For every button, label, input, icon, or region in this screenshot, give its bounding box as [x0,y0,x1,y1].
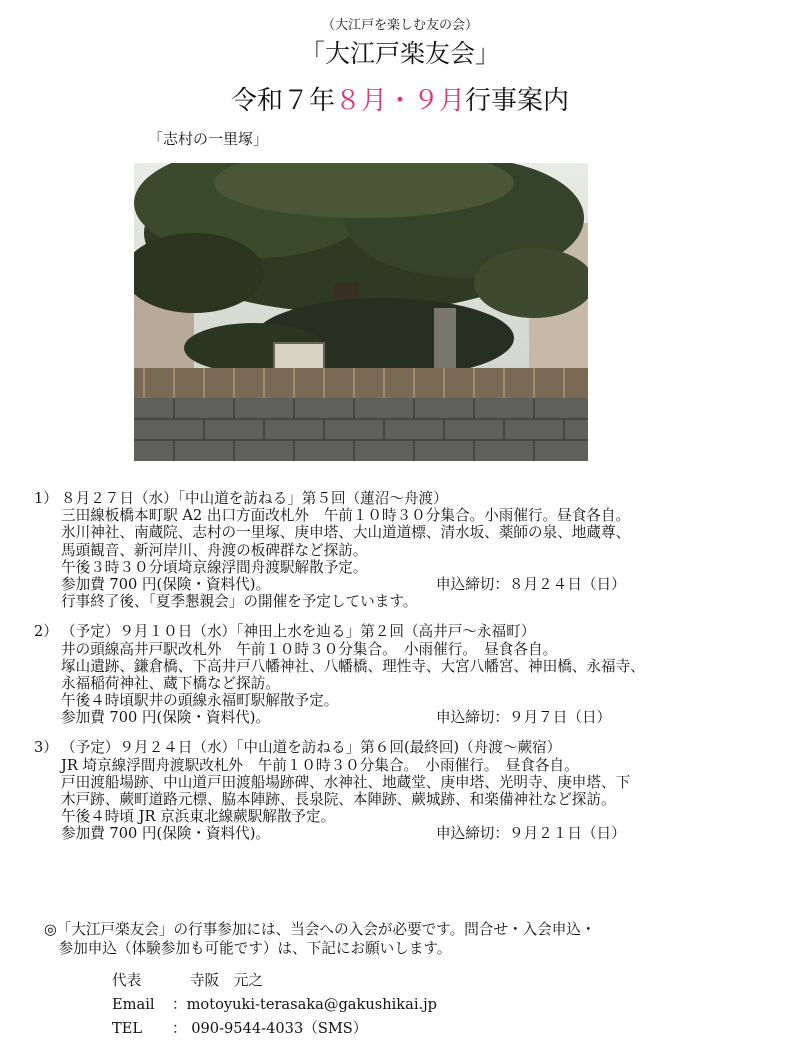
ichirizuka-photo [134,163,588,461]
event-detail: 永福稲荷神社、蔵下橋など探訪。 [61,674,280,692]
heading-separator: ・ [386,86,413,116]
event-number: 1） [34,490,58,507]
event-detail: 塚山遺跡、鎌倉橋、下高井戸八幡神社、八幡橋、理性寺、大宮八幡宮、神田橋、永福寺、 [61,657,645,675]
event-detail: JR 埼京線浮間舟渡駅改札外 午前１０時３０分集合。 小雨催行。 昼食各自。 [61,756,579,774]
event-number: 2） [34,623,58,641]
event-item [34,739,794,842]
page-heading [0,80,800,117]
event-item [34,623,794,726]
event-deadline: 申込締切：９月７日（日） [436,709,612,727]
heading-suffix: 行事案内 [465,86,570,116]
email-address[interactable]: ：motoyuki-terasaka@gakushikai.jp [172,996,438,1013]
event-detail: 午後４時頃 JR 京浜東北線蕨駅解散予定。 [61,808,336,826]
event-fee: 参加費 700 円(保険・資料代)。 [61,575,271,593]
heading-month-september: ９月 [413,86,466,116]
event-detail: 午後３時３０分頃埼京線浮間舟渡駅解散予定。 [61,558,368,576]
heading-month-august: ８月 [334,86,387,116]
representative-label: 代表 [112,972,142,989]
event-deadline: 申込締切：８月２４日（日） [436,575,626,593]
event-detail: 午後４時頃駅井の頭線永福町駅解散予定。 [61,692,339,710]
heading-prefix: 令和７年 [230,86,335,116]
representative-name: 寺阪 元之 [190,972,263,989]
phone-label: TEL [112,1020,143,1037]
photo-illustration [134,163,588,461]
event-detail: 氷川神社、南蔵院、志村の一里塚、庚申塔、大山道道標、清水坂、薬師の泉、地蔵尊、 [61,524,631,542]
membership-notice [44,920,596,958]
email-row [112,993,437,1017]
event-detail: 戸田渡船場跡、中山道戸田渡船場跡碑、水神社、地蔵堂、庚申塔、光明寺、庚申塔、下 [61,773,631,791]
event-fee: 参加費 700 円(保険・資料代)。 [61,709,271,727]
event-extra-note: 行事終了後、「夏季懇親会」の開催を予定しています。 [61,593,418,611]
phone-number[interactable]: ： 090-9544-4033（SMS） [172,1020,368,1037]
photo-caption: 「志村の一里塚」 [148,130,269,148]
event-title: ８月２７日（水）「中山道を訪ねる」第５回（蓮沼～舟渡） [61,490,448,507]
event-detail: 三田線板橋本町駅 A2 出口方面改札外 午前１０時３０分集合。小雨催行。昼食各自。 [61,507,631,525]
event-detail: 井の頭線高井戸駅改札外 午前１０時３０分集合。 小雨催行。 昼食各自。 [61,640,558,658]
event-number: 3） [34,739,58,757]
organization-subtitle: （大江戸を楽しむ友の会） [321,18,478,33]
email-label: Email [112,996,155,1013]
representative-row [112,969,437,993]
event-title: （予定）９月２４日（水）「中山道を訪ねる」第６回(最終回)（舟渡～蕨宿） [61,739,562,757]
event-deadline: 申込締切：９月２１日（日） [436,825,626,843]
phone-row [112,1017,437,1041]
event-list [34,490,794,856]
event-detail: 木戸跡、蕨町道路元標、脇本陣跡、長泉院、本陣跡、蕨城跡、和楽備神社など探訪。 [61,791,616,808]
event-title: （予定）９月１０日（水）「神田上水を辿る」第２回（高井戸～永福町） [61,623,536,641]
contact-info [112,969,437,1041]
notice-line: 参加申込（体験参加も可能です）は、下記にお願いします。 [44,940,452,957]
organization-title: 「大江戸楽友会」 [299,39,500,68]
notice-line: ◎「大江戸楽友会」の行事参加には、当会への入会が必要です。問合せ・入会申込・ [44,921,596,938]
event-item [34,490,794,610]
event-detail: 馬頭観音、新河岸川、舟渡の板碑群など探訪。 [61,541,368,559]
event-fee: 参加費 700 円(保険・資料代)。 [61,825,271,843]
